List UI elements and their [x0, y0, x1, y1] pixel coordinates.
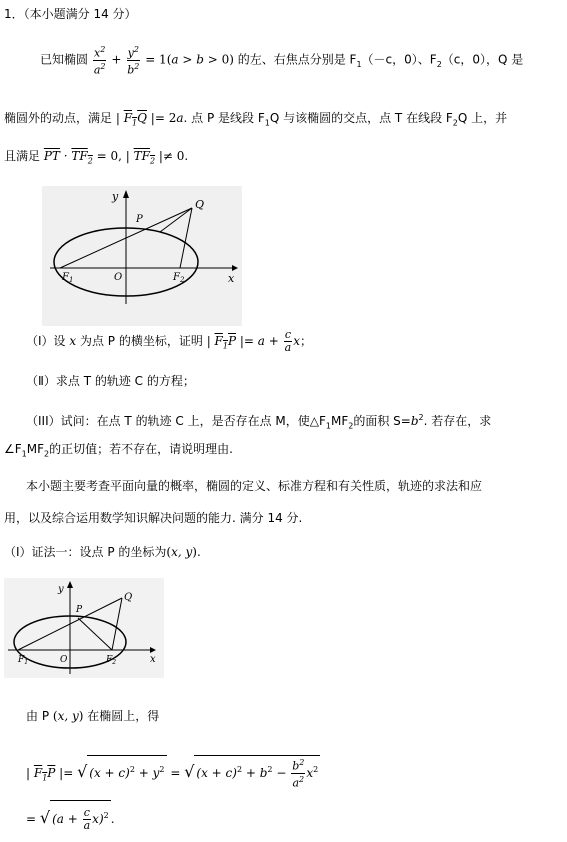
part-1: （Ⅰ）设 x 为点 P 的横坐标，证明 | $F_1P$ |= a + $\frac{c}{a}$ x；: [26, 328, 312, 354]
fig2-q-label: Q: [124, 592, 133, 603]
ellipse-figure-2: [4, 578, 164, 678]
part-2: （Ⅱ）求点 T 的轨迹 C 的方程；: [26, 374, 195, 388]
solution-intro: （Ⅰ）证法一：设点 P 的坐标为(x, y).: [4, 545, 201, 559]
distance-line-1: | $F_1P$ |= √ $(x + c)^2 + y^2$ = √ $(x + c)^2 + b^2$ − $\frac{b^2}{a^2}$ $x^2$: [26, 755, 320, 792]
line-3: 且满足 $\overline{PT} \cdot TF_2 = 0$, | $TF_2$ |≠ 0.: [4, 149, 189, 166]
fig1-p-label: P: [136, 214, 143, 225]
fig2-y-label: y: [58, 584, 64, 595]
fig1-o-label: O: [114, 272, 123, 283]
fig2-p-label: P: [76, 605, 83, 615]
part-3-cont: $\angle F_1MF_2$的正切值；若不存在，请说明理由.: [4, 442, 233, 459]
line-2: 椭圆外的动点，满足 | $F_1Q$ |= 2a. 点 P 是线段 $F_1Q$ 与该椭圆的交点，点 T 在线段 $F_2Q$ 上，并: [4, 111, 508, 128]
given-line: 已知椭圆 $\frac{x^2}{a^2}$ + $\frac{y^2}{b^2}$ = 1(a > b > 0) 的左、右焦点分别是 $F_1(-c$，0）、$F_2(c$，0），Q 是: [40, 45, 524, 77]
on-ellipse-line: 由 P (x, y) 在椭圆上，得: [26, 709, 160, 723]
x2-over-a2: $\frac{x^2}{a^2}$: [93, 45, 106, 77]
fig1-f1-label: $F_1$: [62, 272, 74, 284]
fig1-x-label: x: [228, 272, 235, 285]
fig2-o-label: O: [60, 655, 68, 665]
distance-line-2: = √ (a + $\frac{c}{a}$ x)$^2$ .: [26, 800, 115, 834]
fig2-f2-label: $F_2$: [106, 655, 117, 666]
problem-number: 1．（本小题满分 14 分）: [4, 7, 137, 21]
fig1-y-label: y: [112, 190, 119, 203]
fig1-f2-label: $F_2$: [173, 272, 185, 284]
fig2-f1-label: $F_1$: [18, 655, 29, 666]
ellipse-figure-1: [42, 186, 242, 326]
fig2-x-label: x: [150, 654, 156, 665]
fig1-q-label: Q: [195, 198, 205, 211]
commentary-1: 本小题主要考查平面向量的概率，椭圆的定义、标准方程和有关性质，轨迹的求法和应: [26, 479, 483, 493]
commentary-2: 用，以及综合运用数学知识解决问题的能力. 满分 14 分.: [4, 511, 303, 525]
part-3: （III）试问：在点 T 的轨迹 C 上，是否存在点 M，使$\triangle F_1MF_2$的面积 $S=b^2$. 若存在，求: [26, 413, 492, 431]
y2-over-b2: $\frac{y^2}{b^2}$: [127, 45, 140, 77]
